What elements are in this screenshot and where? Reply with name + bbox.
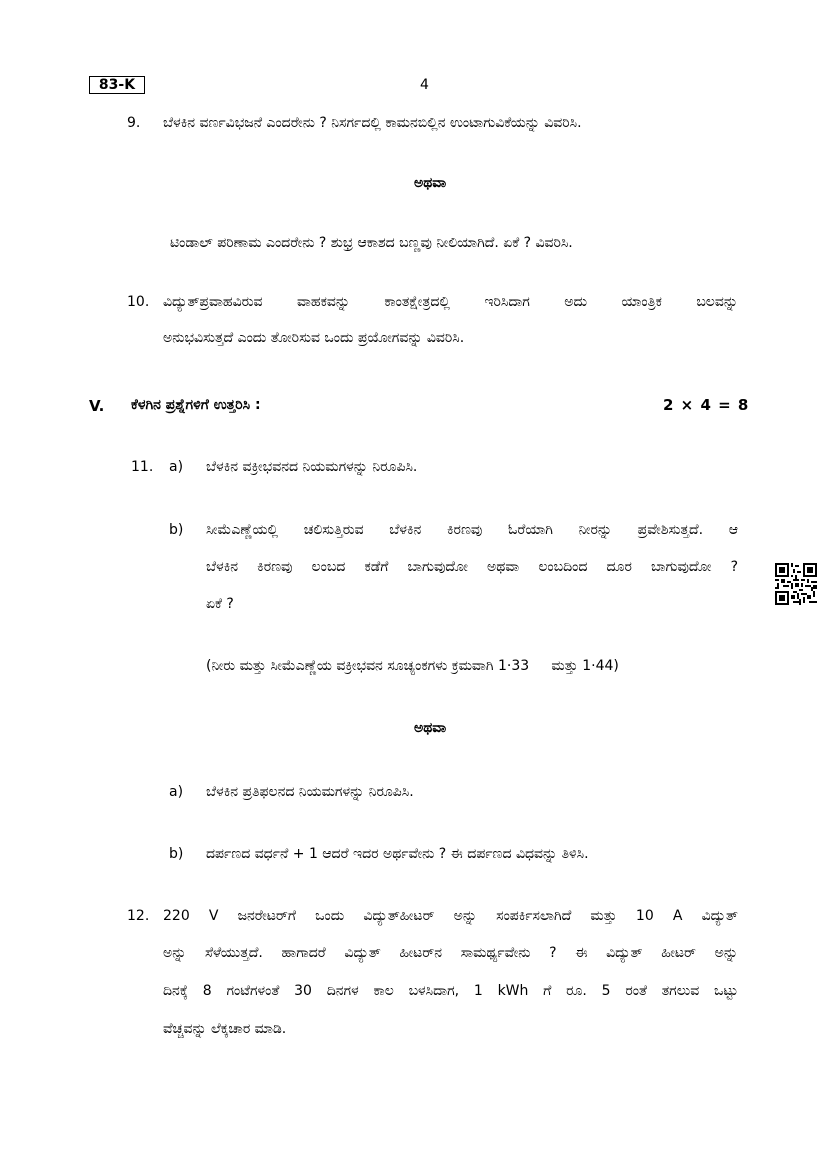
- q11-b-line-2: ಬೆಳಕಿನ ಕಿರಣವು ಲಂಬದ ಕಡೆಗೆ ಬಾಗುವುದೋ ಅಥವಾ ಲಂಬದಿಂದ ದೂರ ಬಾಗುವುದೋ ?: [206, 559, 738, 575]
- q10-line-2: ಅನುಭವಿಸುತ್ತದೆ ಎಂದು ತೋರಿಸುವ ಒಂದು ಪ್ರಯೋಗವನ್ನು ವಿವರಿಸಿ.: [163, 330, 465, 346]
- q10-number: 10.: [127, 294, 150, 310]
- q11-alt-a-text: ಬೆಳಕಿನ ಪ್ರತಿಫಲನದ ನಿಯಮಗಳನ್ನು ನಿರೂಪಿಸಿ.: [206, 784, 414, 800]
- q12-line-3: ದಿನಕ್ಕೆ 8 ಗಂಟೆಗಳಂತೆ 30 ದಿನಗಳ ಕಾಲ ಬಳಸಿದಾಗ, 1 kWh ಗೆ ರೂ. 5 ರಂತೆ ತಗಲುವ ಒಟ್ಟು: [163, 983, 738, 999]
- q11-or: ಅಥವಾ: [414, 720, 447, 736]
- section-v-marks: 2 × 4 = 8: [663, 396, 750, 414]
- q9-alt-text: ಟಿಂಡಾಲ್ ಪರಿಣಾಮ ಎಂದರೇನು ? ಶುಭ್ರ ಆಕಾಶದ ಬಣ್ಣವು ನೀಲಿಯಾಗಿದೆ. ಏಕೆ ? ವಿವರಿಸಿ.: [170, 235, 573, 251]
- q11-b-note: (ನೀರು ಮತ್ತು ಸೀಮೆಎಣ್ಣೆಯ ವಕ್ರೀಭವನ ಸೂಚ್ಯಂಕಗಳು ಕ್ರಮವಾಗಿ 1·33 ಮತ್ತು 1·44): [206, 658, 619, 674]
- qr-code-icon: [775, 563, 817, 605]
- q11-alt-b-label: b): [169, 846, 184, 862]
- q11-b-line-3: ಏಕೆ ?: [206, 596, 234, 612]
- q12-line-1: 220 V ಜನರೇಟರ್‌ಗೆ ಒಂದು ವಿದ್ಯುತ್‌ಹೀಟರ್ ಅನ್ನು ಸಂಪರ್ಕಿಸಲಾಗಿದೆ ಮತ್ತು 10 A ವಿದ್ಯುತ್: [163, 908, 738, 924]
- q11-b-line-1: ಸೀಮೆಎಣ್ಣೆಯಲ್ಲಿ ಚಲಿಸುತ್ತಿರುವ ಬೆಳಕಿನ ಕಿರಣವು ಓರೆಯಾಗಿ ನೀರನ್ನು ಪ್ರವೇಶಿಸುತ್ತದೆ. ಆ: [206, 522, 738, 538]
- q11-number: 11.: [131, 459, 154, 475]
- q11-alt-b-text: ದರ್ಪಣದ ವರ್ಧನೆ + 1 ಆದರೆ ಇದರ ಅರ್ಥವೇನು ? ಈ ದರ್ಪಣದ ವಿಧವನ್ನು ತಿಳಿಸಿ.: [206, 846, 589, 862]
- q9-text: ಬೆಳಕಿನ ವರ್ಣವಿಭಜನೆ ಎಂದರೇನು ? ನಿಸರ್ಗದಲ್ಲಿ ಕಾಮನಬಿಲ್ಲಿನ ಉಂಟಾಗುವಿಕೆಯನ್ನು ವಿವರಿಸಿ.: [163, 115, 582, 131]
- q9-number: 9.: [127, 115, 141, 131]
- section-v-numeral: V.: [89, 397, 105, 415]
- q9-or: ಅಥವಾ: [414, 175, 447, 191]
- q11-a-text: ಬೆಳಕಿನ ವಕ್ರೀಭವನದ ನಿಯಮಗಳನ್ನು ನಿರೂಪಿಸಿ.: [206, 459, 418, 475]
- q12-line-2: ಅನ್ನು ಸೆಳೆಯುತ್ತದೆ. ಹಾಗಾದರೆ ವಿದ್ಯುತ್ ಹೀಟರ್‌ನ ಸಾಮರ್ಥ್ಯವೇನು ? ಈ ವಿದ್ಯುತ್ ಹೀಟರ್ ಅನ್ನು: [163, 945, 738, 961]
- q12-number: 12.: [127, 908, 150, 924]
- page-number: 4: [420, 77, 429, 93]
- q10-line-1: ವಿದ್ಯುತ್‌ಪ್ರವಾಹವಿರುವ ವಾಹಕವನ್ನು ಕಾಂತಕ್ಷೇತ್ರದಲ್ಲಿ ಇರಿಸಿದಾಗ ಅದು ಯಾಂತ್ರಿಕ ಬಲವನ್ನು: [163, 294, 738, 310]
- q12-line-4: ವೆಚ್ಚವನ್ನು ಲೆಕ್ಕಚಾರ ಮಾಡಿ.: [163, 1021, 287, 1037]
- q11-b-label: b): [169, 522, 184, 538]
- paper-code-box: 83-K: [89, 76, 145, 94]
- section-v-instruction: ಕೆಳಗಿನ ಪ್ರಶ್ನೆಗಳಿಗೆ ಉತ್ತರಿಸಿ :: [131, 397, 261, 413]
- q11-alt-a-label: a): [169, 784, 184, 800]
- q11-a-label: a): [169, 459, 184, 475]
